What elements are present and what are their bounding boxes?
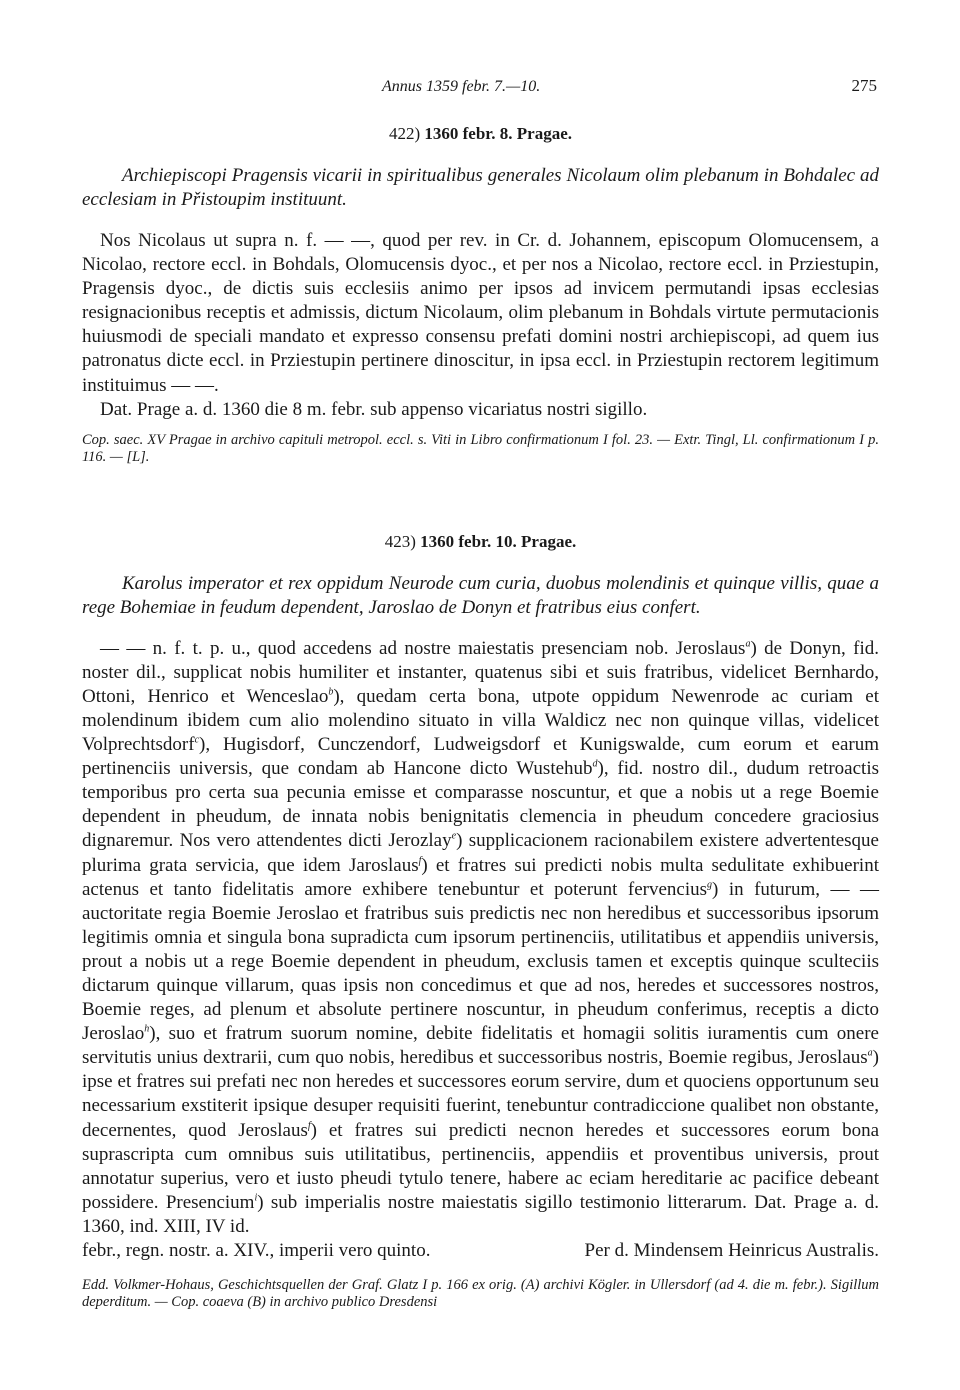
text-segment: ) de Donyn, fid. noster dil., supplicat nobis humiliter et instanter, quatenus sibi et suis fratribus, videlicet Bernhardo, Ottoni, Henrico et Wenceslao (82, 637, 879, 707)
document-422-regest: Archiepiscopi Pragensis vicarii in spiritualibus generales Nicolaum olim plebanum in Bohdalec ad ecclesiam in Přistoupim instituunt. (82, 165, 879, 210)
chancery-note-right: Per d. Mindensem Heinricus Australis. (584, 1240, 879, 1261)
footnote-marker: i (254, 1192, 258, 1204)
document-422-dating: Dat. Prage a. d. 1360 die 8 m. febr. sub appenso vicariatus nostri sigillo. (100, 398, 648, 420)
text-segment: ) supplicacionem racionabilem existere advertentesque plurima grata servicia, que idem Jaroslaus (82, 830, 879, 876)
document-423-source-note: Edd. Volkmer-Hohaus, Geschichtsquellen der Graf. Glatz I p. 166 ex orig. (A) archivi Kögler. in Ullersdorf (ad 4. die m. febr.). Sigillum deperditum. — Cop. coaeva (B) in archivo publico Dresdensi (82, 1277, 879, 1310)
footnote-marker: f (418, 855, 422, 867)
footnote-marker: g (707, 879, 713, 891)
text-segment: ) ipse et fratres sui prefati nec non heredes et successores eorum servire, dum et quociens opportunum seu necessarium exstiterit ipsique desuper requisiti fuerint, tenebuntur contradiccione qualibet non obstante, decernentes, quod Jeroslaus (82, 1047, 879, 1141)
footnote-marker: f (307, 1120, 311, 1132)
document-422-number: 422) (388, 124, 421, 143)
text-segment: ), suo et fratrum suorum nomine, debite fidelitatis et homagii solitis iuramentis cum onere servitutis unius dextrarii, cum quo nobis, heredibus et successoribus nostris, Boemie regibus, Jeroslaus (82, 1023, 879, 1069)
text-segment: ) in futurum, — — auctoritate regia Boemie Jeroslao et fratribus suis predictis nec non heredibus et successoribus ipsorum legitimis omnia et singula bona supradicta cum ipsorum pertinenciis, utilitatibus et appendiis universis, prout a nobis ut a rege Boemie dependent in pheudum, exclusis tamen et exceptis quinque sculteciis dictarum quinque villarum, quas ipsis non concedimus et que ad nos, heredes et successores nostros, Boemie reges, ad plenum et absolute pertinere noscuntur, in pheudum conferimus, receptis a dicto Jeroslao (82, 878, 879, 1045)
footnote-marker: h (144, 1023, 150, 1035)
footnote-marker: e (451, 831, 457, 843)
document-423-heading (82, 532, 879, 552)
text-segment: ), quedam certa bona, utpote oppidum Newenrode ac curiam et molendinum ibidem cum alio molendino situato in villa Waldicz nec non quinque villas, videlicet Volprechtsdorf (82, 685, 879, 756)
document-422-heading (82, 124, 879, 144)
document-423-number: 423) (384, 531, 416, 551)
text-segment: ) et fratres sui predicti nobis multa sedulitate exhibuerint actenus et tanto fidelitatis amore exhibere tenebuntur et poterunt fervencius (82, 854, 879, 900)
footnote-marker: c (194, 734, 200, 746)
document-422-text: Nos Nicolaus ut supra n. f. — —, quod per rev. in Cr. d. Johannem, episcopum Olomucensem, a Nicolao, rectore eccl. in Bohdals, Olomucensis dyoc., et per nos a Nicolao, rectore eccl. in Prziestupin, Pragensis dyoc., de dictis suis ecclesiis animo per ipsos ad invicem permutandi ipsas ecclesias resignacionibus receptis et admissis, dictum Nicolaum, olim plebanum in Bohdals virtute permutacionis huiusmodi de speciali mandato et expresso consensu prefati domini nostri archiepiscopi, ad quem ius patronatus dicte eccl. in Prziestupin pertinere dinoscitur, in ipsa eccl. in Prziestupin rectorem legitimum instituimus — —. (82, 230, 879, 396)
document-423-text (82, 637, 879, 1239)
footnote-marker: a (745, 638, 751, 650)
text-segment: ), Hugisdorf, Cunczendorf, Ludweigsdorf et Kunigswalde, cum eorum et earum pertinenciis universis, que condam ab Hancone dicto Wustehub (82, 734, 879, 780)
text-segment: ) et fratres sui predicti necnon heredes et successores eorum bona suprascripta cum omnibus suis utilitatibus, pertinenciis, appendiis et proventibus universis, prout annotatur superius, vero et iusto pheudi tytulo tenere, habere ac eciam hereditarie ac pacifice debeant possidere. Presencium (82, 1119, 880, 1213)
document-423-closing-line (82, 1239, 879, 1263)
closing-date-left: febr., regn. nostr. a. XIV., imperii vero quinto. (82, 1240, 431, 1261)
running-title: Annus 1359 febr. 7.—10. (382, 78, 541, 95)
document-422-date: 1360 febr. 8. Pragae. (424, 124, 573, 143)
document-page (82, 70, 879, 1311)
footnote-marker: b (328, 686, 334, 698)
footnote-marker: a (867, 1047, 873, 1059)
document-422-source-note: Cop. saec. XV Pragae in archivo capituli metropol. eccl. s. Viti in Libro confirmationum I fol. 23. — Extr. Tingl, Ll. confirmationum I p. 116. — [L]. (82, 431, 879, 465)
footnote-marker: d (592, 758, 598, 770)
text-segment: ), fid. nostro dil., dudum retroactis temporibus pro certa sua pecunia emisse et comparasse noscuntur, et que a nobis ut a rege Boemie dependent in pheudum, de innata nobis benignitatis clemencia in pheudum concedere graciosius dignaremur. Nos vero attendentes dicti Jerozlay (82, 758, 879, 852)
running-header (82, 70, 879, 100)
text-segment: ) sub imperialis nostre maiestatis sigillo testimonio litterarum. Dat. Prage a. d. 1360, ind. XIII, IV id. (82, 1191, 880, 1237)
document-423-date: 1360 febr. 10. Pragae. (420, 531, 577, 551)
page-number: 275 (851, 76, 877, 95)
text-segment: — — n. f. t. p. u., quod accedens ad nostre maiestatis presenciam nob. Jeroslaus (100, 637, 746, 659)
document-423-regest: Karolus imperator et rex oppidum Neurode cum curia, duobus molendinis et quinque villis, quae a rege Bohemiae in feudum dependent, Jaroslao de Donyn et fratribus eius confert. (82, 572, 879, 618)
